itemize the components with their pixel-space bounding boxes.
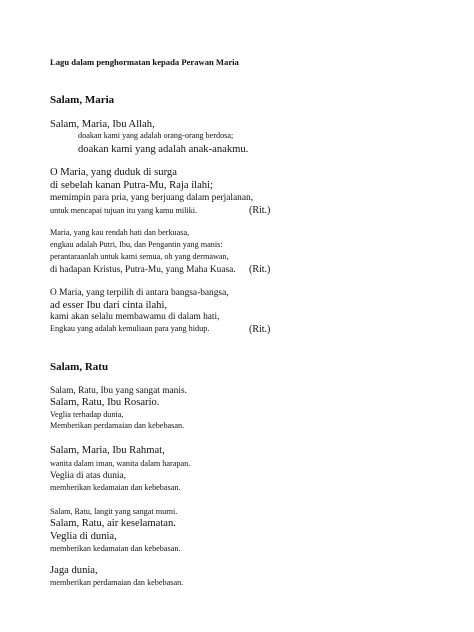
verse-line: perantaraanlah untuk kami semua, oh yang dermawan, xyxy=(50,252,229,261)
verse-line: untuk mencapai tujuan itu yang kamu miliki. xyxy=(50,206,198,215)
refrain-mark: (Rit.) xyxy=(249,324,271,335)
verse-line: doakan kami yang adalah orang-orang berdosa; xyxy=(78,131,234,140)
verse-line: Salam, Maria, Ibu Allah, xyxy=(50,119,155,130)
section-heading-salam-maria: Salam, Maria xyxy=(50,94,115,106)
verse-line: doakan kami yang adalah anak-anakmu. xyxy=(78,144,249,155)
refrain-mark: (Rit.) xyxy=(249,264,271,275)
verse-line: Memberikan perdamaian dan kebebasan. xyxy=(50,421,185,430)
verse-line: engkau adalah Putri, Ibu, dan Pengantin yang manis: xyxy=(50,240,223,249)
verse-line: Salam, Ratu, air keselamatan. xyxy=(50,518,176,529)
verse-line: O Maria, yang terpilih di antara bangsa-bangsa, xyxy=(50,288,229,298)
verse-line: Salam, Ratu, langit yang sangat murni. xyxy=(50,507,178,516)
verse-line: Maria, yang kau rendah hati dan berkuasa, xyxy=(50,228,190,237)
verse-line: memberikan kedamaian dan kebebasan. xyxy=(50,544,181,553)
verse-line: Veglia terhadap dunia, xyxy=(50,410,124,419)
verse-line: ad esser Ibu dari cinta ilahi, xyxy=(50,300,168,311)
verse-line: Engkau yang adalah kemuliaan para yang hidup. xyxy=(50,324,210,333)
verse-line: Salam, Ratu, Ibu Rosario. xyxy=(50,397,160,408)
document-title: Lagu dalam penghormatan kepada Perawan Maria xyxy=(50,57,239,67)
verse-line: Salam, Ratu, Ibu yang sangat manis. xyxy=(50,386,187,396)
verse-line: Veglia di atas dunia, xyxy=(50,471,127,481)
verse-line: memberikan perdamaian dan kebebasan. xyxy=(50,578,184,587)
verse-line: di hadapan Kristus, Putra-Mu, yang Maha Kuasa. xyxy=(50,265,236,275)
verse-line: wanita dalam iman, wanita dalam harapan. xyxy=(50,459,191,468)
verse-line: Veglia di dunia, xyxy=(50,531,117,542)
verse-line: kami akan selalu membawamu di dalam hati, xyxy=(50,312,220,322)
verse-line: Salam, Maria, Ibu Rahmat, xyxy=(50,445,165,456)
verse-line: memberikan kedamaian dan kebebasan. xyxy=(50,483,181,492)
verse-line: di sebelah kanan Putra-Mu, Raja ilahi; xyxy=(50,180,213,191)
verse-line: memimpin para pria, yang berjuang dalam perjalanan, xyxy=(50,193,254,203)
section-heading-salam-ratu: Salam, Ratu xyxy=(50,361,109,373)
verse-line: Jaga dunia, xyxy=(50,565,98,576)
refrain-mark: (Rit.) xyxy=(249,205,271,216)
verse-line: O Maria, yang duduk di surga xyxy=(50,167,177,178)
